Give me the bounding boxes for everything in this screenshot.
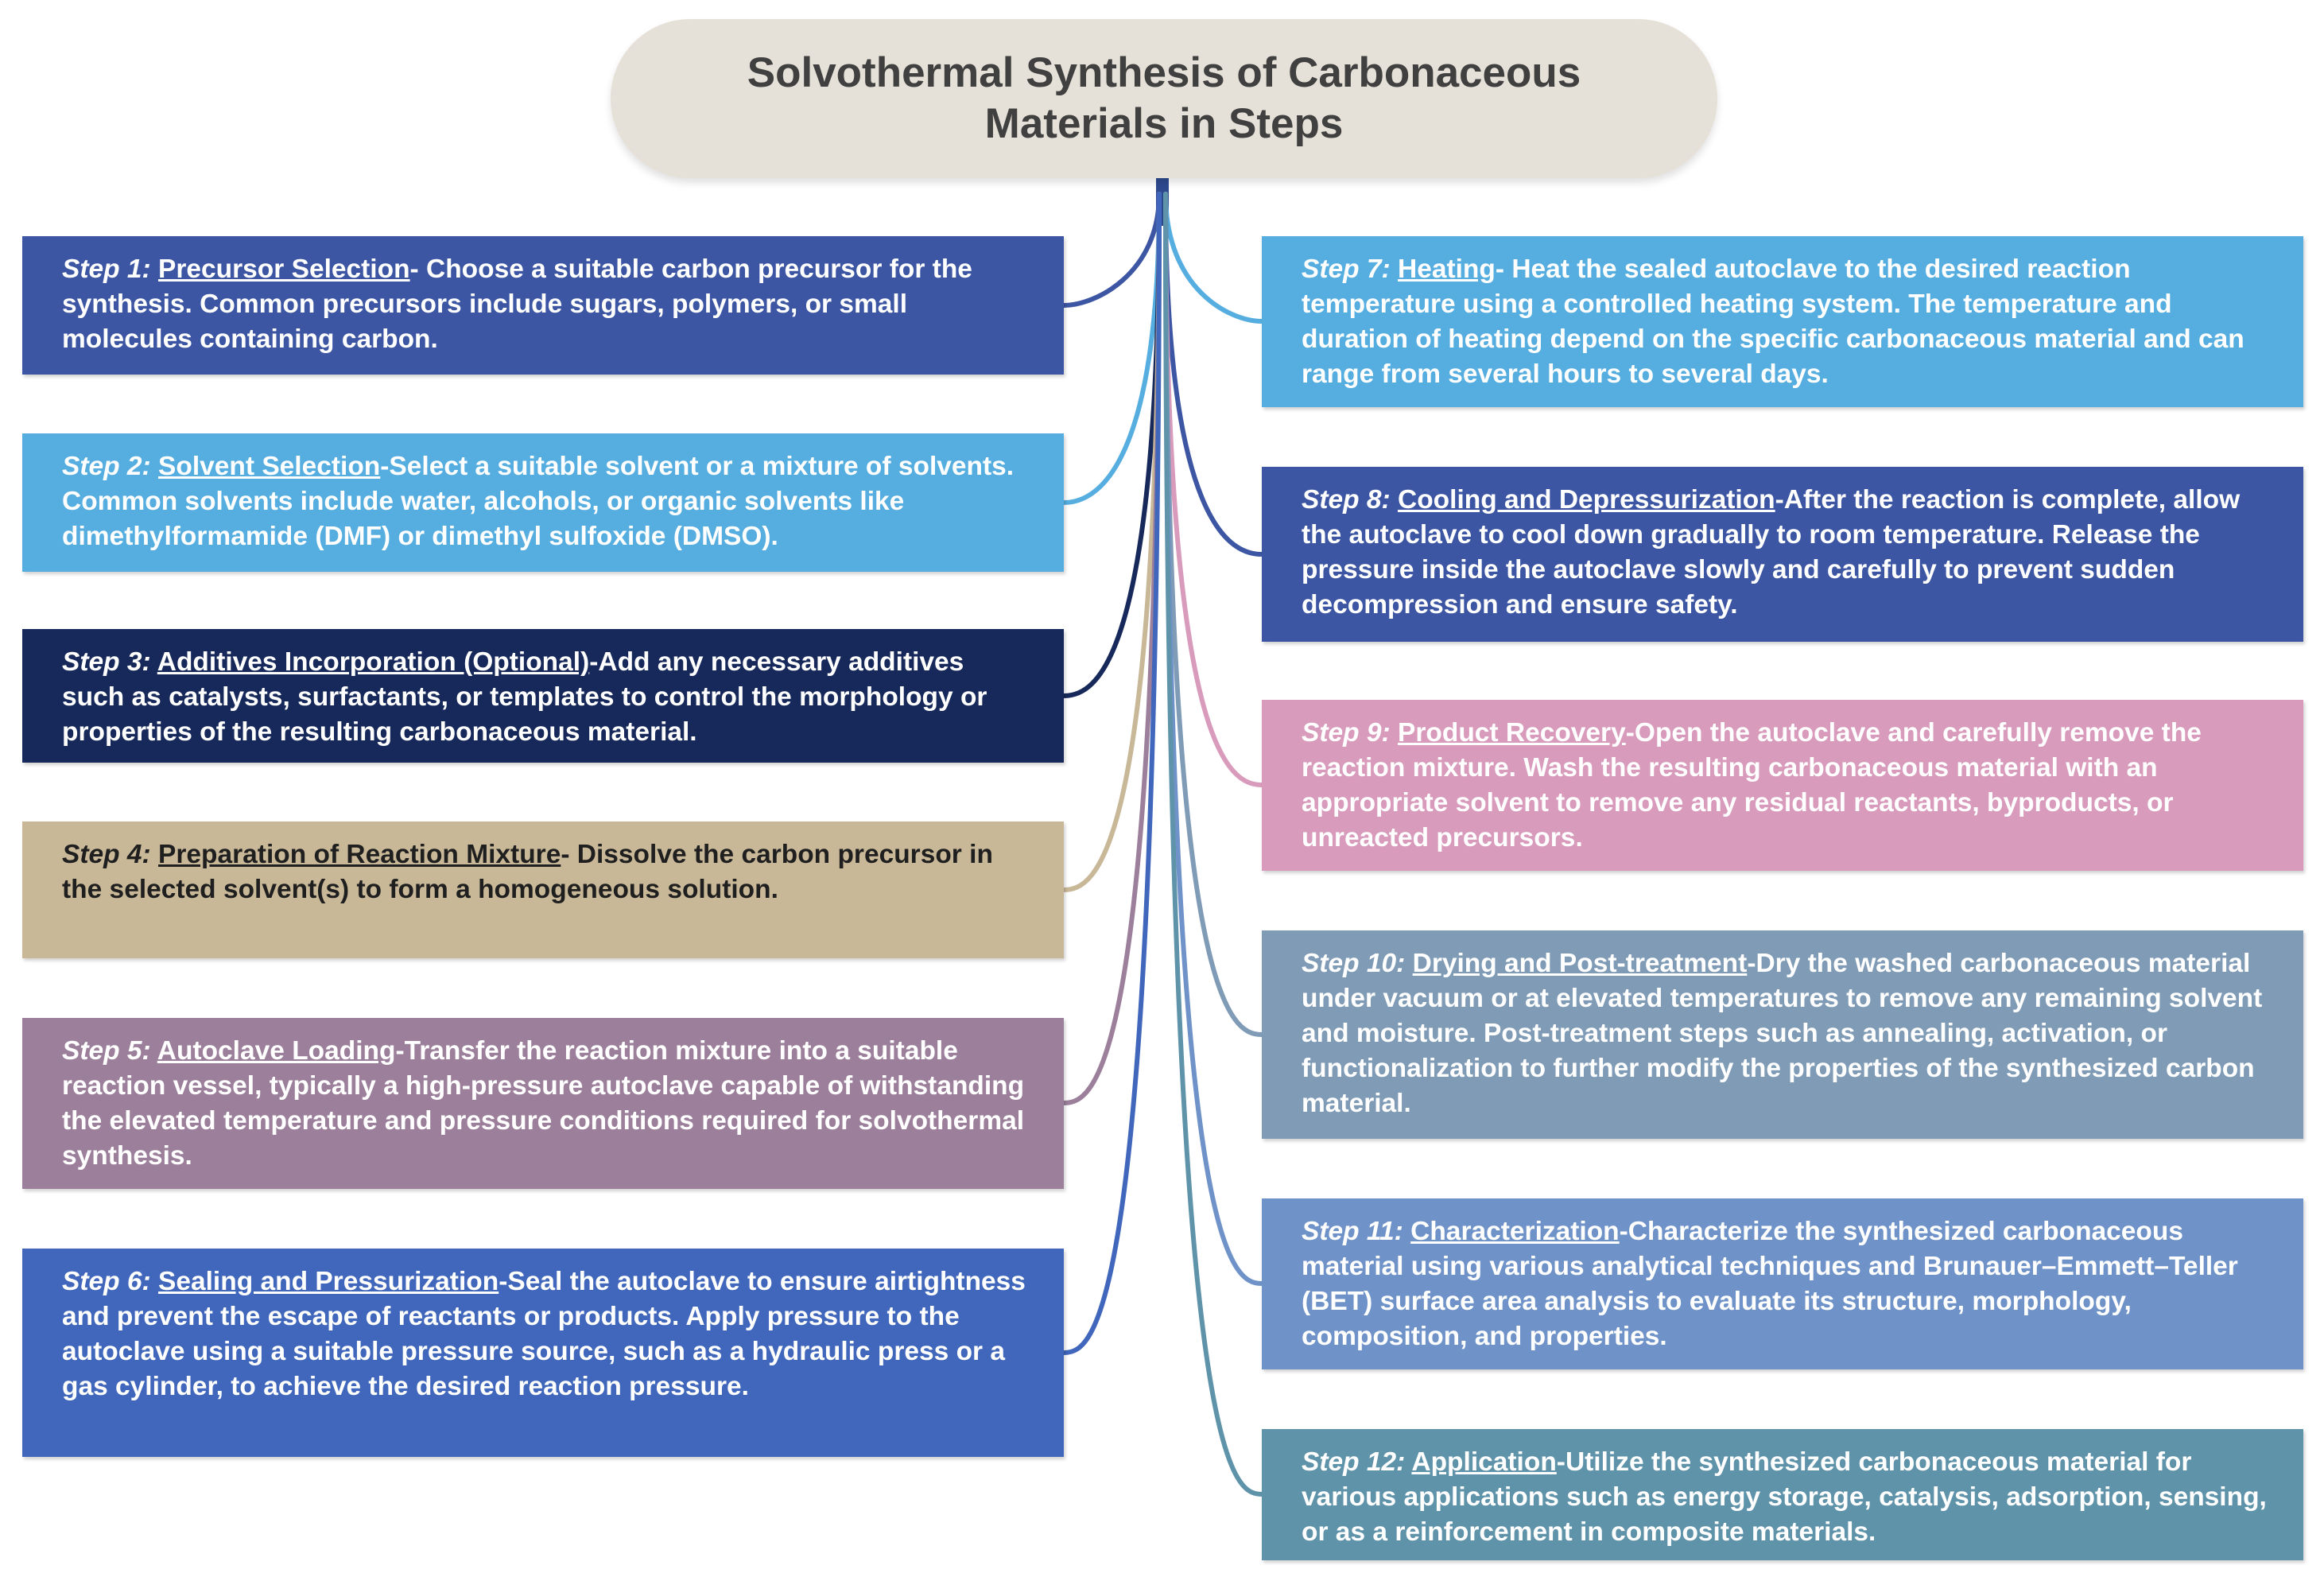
step-description: -Characterize the synthesized carbonaceous material using various analytical techniques and Brunauer–Emmett–Teller (BET) surface area analysis to evaluate its structure, morphology, composition, and properties.	[1302, 1217, 2238, 1351]
step-description: -Transfer the reaction mixture into a suitable reaction vessel, typically a high-pressure autoclave capable of withstanding the elevated temperature and pressure conditions required for solvothermal synthesis.	[62, 1036, 1025, 1171]
step-label: Step 6:	[62, 1267, 151, 1296]
step-label: Step 9:	[1302, 718, 1391, 748]
connector-step-7	[1166, 194, 1262, 321]
connector-step-1	[1064, 194, 1159, 305]
step-label: Step 8:	[1302, 485, 1391, 515]
connector-step-2	[1064, 194, 1159, 503]
step-name: Product Recovery	[1398, 718, 1626, 748]
step-label: Step 7:	[1302, 254, 1391, 284]
step-1-box	[22, 236, 1064, 375]
diagram-title: Solvothermal Synthesis of Carbonaceous Materials in Steps	[747, 49, 1581, 147]
step-11-box	[1262, 1198, 2303, 1369]
step-description: - Heat the sealed autoclave to the desired reaction temperature using a controlled heating system. The temperature and duration of heating depend on the specific carbonaceous material and can range from several hours to several days.	[1302, 254, 2244, 389]
step-name: Characterization	[1410, 1217, 1620, 1246]
step-description: -Utilize the synthesized carbonaceous material for various applications such as energy storage, catalysis, adsorption, sensing, or as a reinforcement in composite materials.	[1302, 1447, 2267, 1547]
step-label: Step 10:	[1302, 949, 1406, 978]
step-description: - Choose a suitable carbon precursor for the synthesis. Common precursors include sugars, polymers, or small molecules containing carbon.	[62, 254, 972, 354]
step-label: Step 11:	[1302, 1217, 1403, 1246]
step-name: Additives Incorporation (Optional)	[157, 647, 590, 677]
step-8-box	[1262, 467, 2303, 642]
step-description: -After the reaction is complete, allow the autoclave to cool down gradually to room temperature. Release the pressure inside the autoclave slowly and carefully to prevent sudden decompression and ensure safety.	[1302, 485, 2241, 619]
step-description: -Seal the autoclave to ensure airtightness and prevent the escape of reactants or products. Apply pressure to the autoclave using a suitable pressure source, such as a hydraulic press or a gas cylinder, to achieve the desired reaction pressure.	[62, 1267, 1026, 1401]
step-label: Step 2:	[62, 452, 151, 481]
connector-step-8	[1166, 194, 1262, 554]
step-name: Autoclave Loading	[157, 1036, 396, 1066]
step-name: Application	[1411, 1447, 1557, 1477]
step-6-box	[22, 1249, 1064, 1457]
step-9-box	[1262, 700, 2303, 871]
step-label: Step 5:	[62, 1036, 151, 1066]
step-description: -Add any necessary additives such as catalysts, surfactants, or templates to control the morphology or properties of the resulting carbonaceous material.	[62, 647, 987, 747]
title-banner	[611, 19, 1717, 178]
step-5-box	[22, 1018, 1064, 1189]
step-name: Cooling and Depressurization	[1398, 485, 1775, 515]
step-label: Step 12:	[1302, 1447, 1406, 1477]
step-description: -Open the autoclave and carefully remove the reaction mixture. Wash the resulting carbonaceous material with an appropriate solvent to remove any residual reactants, byproducts, or unreacted precursors.	[1302, 718, 2202, 853]
step-label: Step 3:	[62, 647, 151, 677]
step-name: Sealing and Pressurization	[158, 1267, 499, 1296]
step-10-box	[1262, 930, 2303, 1139]
step-name: Precursor Selection	[158, 254, 410, 284]
step-description: -Dry the washed carbonaceous material under vacuum or at elevated temperatures to remove any remaining solvent and moisture. Post-treatment steps such as annealing, activation, or functionalization to further modify the properties of the synthesized carbon material.	[1302, 949, 2263, 1118]
step-description: -Select a suitable solvent or a mixture of solvents. Common solvents include water, alcohols, or organic solvents like dimethylformamide (DMF) or dimethyl sulfoxide (DMSO).	[62, 452, 1015, 551]
step-name: Preparation of Reaction Mixture	[158, 840, 561, 869]
step-label: Step 1:	[62, 254, 151, 284]
step-description: - Dissolve the carbon precursor in the selected solvent(s) to form a homogeneous solution.	[62, 840, 993, 904]
step-7-box	[1262, 236, 2303, 407]
step-12-box	[1262, 1429, 2303, 1560]
step-name: Solvent Selection	[158, 452, 381, 481]
step-4-box	[22, 821, 1064, 958]
step-2-box	[22, 433, 1064, 572]
step-name: Heating	[1398, 254, 1496, 284]
step-3-box	[22, 629, 1064, 763]
step-name: Drying and Post-treatment	[1412, 949, 1748, 978]
step-label: Step 4:	[62, 840, 151, 869]
